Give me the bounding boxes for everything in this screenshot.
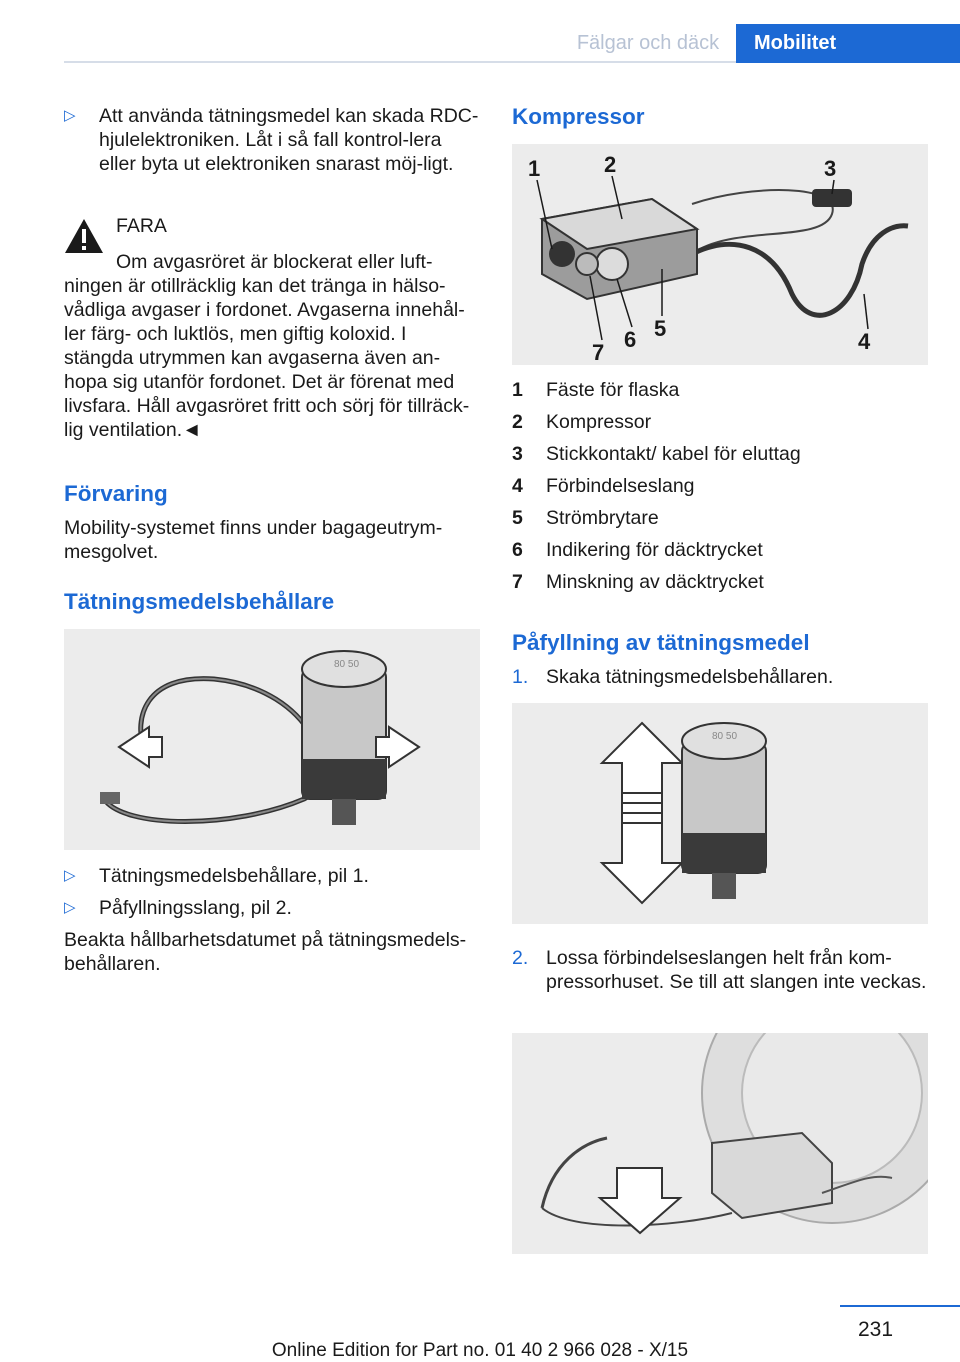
- compressor-hose-image: [512, 1033, 928, 1254]
- callout-3: 3: [824, 156, 837, 181]
- list-item: [64, 104, 480, 176]
- list-item: [64, 896, 480, 920]
- sealant-container-image: [64, 629, 480, 850]
- warning-text: Om avgasröret är blockerat eller luft-ningen är otillräcklig kan det tränga in hälso-vådliga avgaser i fordonet. Avgaserna innehål-ler färg- och luktlös, men giftig koloxid. I stängda utrymmen kan avgaserna även an-hopa sig utanför fordonet. Det är förenat med livsfara. Håll avgasröret fritt och sörj för tillräck-lig ventilation.◄: [64, 251, 470, 441]
- triangle-bullet-icon: ▷: [64, 867, 76, 884]
- tab-section[interactable]: Fälgar och däck: [576, 32, 720, 54]
- note-text: Beakta hållbarhetsdatumet på tätningsmedels-behållaren.: [64, 929, 467, 975]
- container-heading: Tätningsmedelsbehållare: [64, 589, 335, 614]
- bullet-text: Att använda tätningsmedel kan skada RDC-hjulelektroniken. Låt i så fall kontrol-lera eller byta ut elektroniken snarast möj-ligt.: [99, 105, 479, 175]
- storage-heading: Förvaring: [64, 481, 168, 506]
- compressor-image: [512, 144, 928, 365]
- bullet-text: Tätningsmedelsbehållare, pil 1.: [99, 865, 369, 887]
- tab-active[interactable]: Mobilitet: [736, 24, 960, 63]
- edition-footer: Online Edition for Part no. 01 40 2 966 028 - X/15: [271, 1340, 689, 1361]
- callout-4: 4: [858, 329, 871, 354]
- warning-title: FARA: [116, 215, 167, 237]
- callout-6: 6: [624, 327, 637, 352]
- storage-text: Mobility-systemet finns under bagageutrym-mesgolvet.: [64, 517, 443, 563]
- step-item: 2. Lossa förbindelseslangen helt från kom-pressorhuset. Se till att slangen inte veckas.: [512, 947, 927, 993]
- warning-icon: [64, 218, 104, 254]
- triangle-bullet-icon: ▷: [64, 107, 76, 124]
- fill-heading: Påfyllning av tätningsmedel: [512, 630, 810, 655]
- bullet-text: Påfyllningsslang, pil 2.: [99, 897, 292, 919]
- compressor-heading: Kompressor: [512, 104, 645, 129]
- list-item: [64, 864, 480, 888]
- footer-rule: [840, 1305, 960, 1307]
- step-item: 1. Skaka tätningsmedelsbehållaren.: [512, 666, 834, 688]
- page-number: 231: [858, 1318, 894, 1341]
- shake-bottle-image: [512, 703, 928, 924]
- callout-1: 1: [528, 156, 541, 181]
- callout-2: 2: [604, 152, 617, 177]
- bottle-label: 80 50: [712, 731, 738, 742]
- callout-7: 7: [592, 340, 605, 365]
- triangle-bullet-icon: ▷: [64, 899, 76, 916]
- bottle-label: 80 50: [334, 659, 360, 670]
- callout-5: 5: [654, 316, 667, 341]
